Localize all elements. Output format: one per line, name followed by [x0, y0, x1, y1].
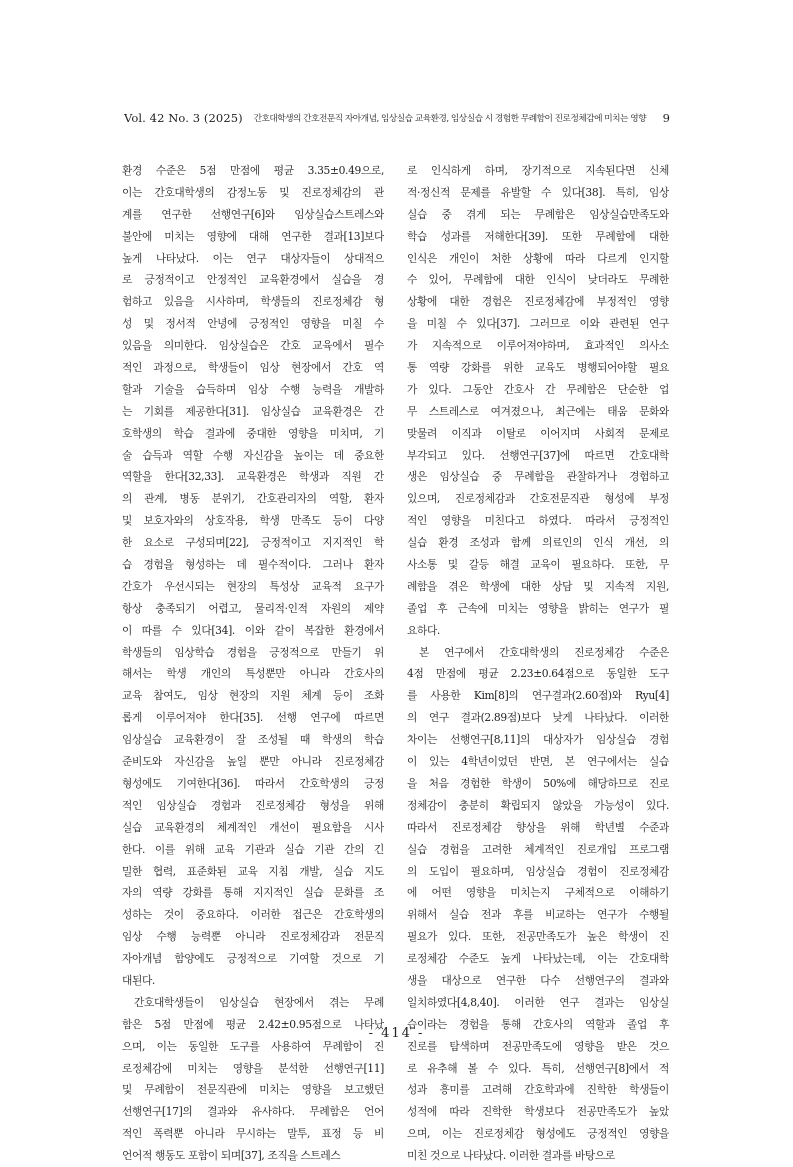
text-line: 준비도와 자신감을 높일 뿐만 아니라 진로정체감	[122, 755, 384, 769]
text-line: 롭게 이루어져야 한다[35]. 선행 연구에 따르면	[122, 711, 384, 725]
text-line: 높게 나타났다. 이는 연구 대상자들이 상대적으	[122, 251, 384, 265]
text-line: 자아개념 함양에도 긍정적으로 기여할 것으로 기	[122, 952, 384, 966]
text-line: 정체감이 충분히 확립되지 않았을 가능성이 있다.	[407, 798, 669, 812]
text-line: 습 경험을 형성하는 데 필수적이다. 그러나 환자	[122, 558, 384, 572]
text-line: 실습 환경 조성과 함께 의료인의 인식 개선, 의	[407, 536, 669, 550]
text-line: 및 보호자와의 상호작용, 학생 만족도 등이 다양	[122, 514, 384, 528]
text-line: 로 유추해 볼 수 있다. 특히, 선행연구[8]에서 적	[407, 1061, 669, 1075]
text-line: 일치하였다[4,8,40]. 이러한 연구 결과는 임상실	[407, 995, 669, 1009]
text-line: 성과 흥미를 고려해 간호학과에 진학한 학생들이	[407, 1083, 669, 1097]
page-footer-number: - 414 -	[368, 1026, 425, 1041]
text-line: 성 및 정서적 안녕에 긍정적인 영향을 미칠 수	[122, 317, 384, 331]
text-line: 대된다.	[122, 973, 155, 987]
text-line: 교육 참여도, 임상 현장의 지원 체계 등이 조화	[122, 689, 384, 703]
left-text-column	[122, 160, 384, 1167]
text-line: 성하는 것이 중요하다. 이러한 접근은 간호학생의	[122, 908, 384, 922]
text-line: 환경 수준은 5점 만점에 평균 3.35±0.49으로,	[122, 164, 384, 177]
text-line: 간호가 우선시되는 현장의 특성상 교육적 요구가	[122, 579, 384, 593]
text-line: 간호대학생들이 임상실습 현장에서 겪는 무례	[134, 995, 384, 1009]
text-line: 학습 성과를 저해한다[39]. 또한 무례함에 대한	[407, 229, 669, 243]
text-line: 의 도입이 필요하며, 임상실습 경험이 진로정체감	[407, 864, 669, 878]
text-line: 을 미칠 수 있다[37]. 그러므로 이와 관련된 연구	[407, 317, 669, 331]
text-line: 로 긍정적이고 안정적인 교육환경에서 실습을 경	[122, 273, 384, 287]
text-line: 할과 기술을 습득하며 임상 수행 능력을 개발하	[122, 382, 384, 396]
text-line: 의 연구 결과(2.89점)보다 낮게 나타났다. 이러한	[407, 711, 669, 725]
text-line: 험하고 있음을 시사하며, 학생들의 진로정체감 형	[122, 295, 384, 309]
text-line: 적인 과정으로, 학생들이 임상 현장에서 간호 역	[122, 361, 384, 375]
text-line: 부각되고 있다. 선행연구[37]에 따르면 간호대학	[407, 448, 669, 462]
text-line: 통 역량 강화를 위한 교육도 병행되어야할 필요	[407, 361, 669, 375]
text-line: 술 습득과 역할 수행 자신감을 높이는 데 중요한	[122, 448, 384, 462]
text-line: 및 무례함이 전문직관에 미치는 영향을 보고했던	[122, 1083, 384, 1097]
text-line: 졸업 후 근속에 미치는 영향을 밝히는 연구가 필	[407, 601, 669, 615]
text-line: 적인 영향을 미친다고 하였다. 따라서 긍정적인	[407, 514, 669, 528]
text-line: 있으며, 진로정체감과 간호전문직관 형성에 부정	[407, 492, 669, 506]
text-line: 실습 경험을 고려한 체계적인 진로개입 프로그램	[407, 842, 669, 856]
text-line: 을 처음 경험한 학생이 50%에 해당하므로 진로	[407, 776, 669, 790]
text-line: 습이라는 경험을 통해 간호사의 역할과 졸업 후	[407, 1017, 669, 1031]
text-line: 적·정신적 문제를 유발할 수 있다[38]. 특히, 임상	[407, 185, 669, 199]
text-line: 진로를 탐색하며 전공만족도에 영향을 받은 것으	[407, 1039, 669, 1053]
text-line: 계를 연구한 선행연구[6]와 임상실습스트레스와	[122, 207, 384, 221]
text-line: 로 인식하게 하며, 장기적으로 지속된다면 신체	[407, 164, 669, 177]
text-line: 를 사용한 Kim[8]의 연구결과(2.60점)와 Ryu[4]	[407, 689, 669, 703]
text-line: 미친 것으로 나타났다. 이러한 결과를 바탕으로	[407, 1149, 615, 1163]
text-line: 으며, 이는 동일한 도구를 사용하여 무례함이 진	[122, 1039, 384, 1053]
text-line: 이는 간호대학생의 감정노동 및 진로정체감의 관	[122, 185, 384, 199]
text-line: 한다. 이를 위해 교육 기관과 실습 기관 간의 긴	[122, 842, 384, 856]
text-line: 가 지속적으로 이루어져야하며, 효과적인 의사소	[407, 339, 669, 353]
text-line: 가 있다. 그동안 간호사 간 무례함은 단순한 업	[407, 382, 669, 396]
running-header	[124, 111, 670, 129]
text-line: 있음을 의미한다. 임상실습은 간호 교육에서 필수	[122, 339, 384, 353]
running-title: 간호대학생의 간호전문직 자아개념, 임상실습 교육환경, 임상실습 시 경험한 무례함이 진로정체감에 미치는 영향	[253, 114, 646, 124]
text-line: 실습 교육환경의 체계적인 개선이 필요함을 시사	[122, 820, 384, 834]
text-line: 함은 5점 만점에 평균 2.42±0.95점으로 나타났	[122, 1017, 384, 1031]
text-line: 임상 수행 능력뿐 아니라 진로정체감과 전문직	[122, 930, 384, 944]
text-line: 언어적 행동도 포함이 되며[37], 조직을 스트레스	[122, 1149, 341, 1163]
text-line: 에 어떤 영향을 미치는지 구체적으로 이해하기	[407, 886, 669, 900]
text-line: 성적에 따라 진학한 학생보다 전공만족도가 높았	[407, 1105, 669, 1119]
text-line: 로정체감에 미치는 영향을 분석한 선행연구[11]	[122, 1061, 384, 1075]
text-line: 필요가 있다. 또한, 전공만족도가 높은 학생이 진	[407, 930, 669, 944]
text-line: 해서는 학생 개인의 특성뿐만 아니라 간호사의	[122, 667, 384, 681]
text-line: 맞물려 이직과 이탈로 이어지며 사회적 문제로	[407, 426, 669, 440]
text-line: 학생들의 임상학습 경험을 긍정적으로 만들기 위	[122, 645, 384, 659]
text-line: 의 관계, 병동 분위기, 간호관리자의 역할, 환자	[122, 492, 384, 506]
journal-volume: Vol. 42 No. 3 (2025)	[124, 111, 243, 125]
right-text-column	[407, 160, 669, 1167]
text-line: 이 있는 4학년이었던 반면, 본 연구에서는 실습	[407, 755, 669, 769]
text-line: 차이는 선행연구[8,11]의 대상자가 임상실습 경험	[407, 733, 669, 747]
text-line: 밀한 협력, 표준화된 교육 지침 개발, 실습 지도	[122, 864, 384, 878]
text-line: 자의 역량 강화를 통해 지지적인 실습 문화를 조	[122, 886, 384, 900]
text-line: 수 있어, 무례함에 대한 인식이 낮더라도 무례한	[407, 273, 669, 287]
text-line: 는 기회를 제공한다[31]. 임상실습 교육환경은 간	[122, 404, 384, 418]
text-line: 불안에 미치는 영향에 대해 연구한 결과[13]보다	[122, 229, 384, 243]
text-line: 생을 대상으로 연구한 다수 선행연구의 결과와	[407, 973, 669, 987]
text-line: 따라서 진로정체감 향상을 위해 학년별 수준과	[407, 820, 669, 834]
text-line: 본 연구에서 간호대학생의 진로정체감 수준은	[419, 645, 669, 659]
text-line: 실습 중 겪게 되는 무례함은 임상실습만족도와	[407, 207, 669, 221]
text-line: 임상실습 교육환경이 잘 조성될 때 학생의 학습	[122, 733, 384, 747]
text-line: 인식은 개인이 처한 상황에 따라 다르게 인지할	[407, 251, 669, 265]
text-line: 생은 임상실습 중 무례함을 관찰하거나 경험하고	[407, 470, 669, 484]
text-line: 선행연구[17]의 결과와 유사하다. 무례함은 언어	[122, 1105, 384, 1119]
text-line: 호학생의 학습 결과에 중대한 영향을 미치며, 기	[122, 426, 384, 440]
header-page-number: 9	[662, 111, 670, 125]
text-line: 사소통 및 갈등 해결 교육이 필요하다. 또한, 무	[407, 558, 669, 572]
text-line: 으며, 이는 진로정체감 형성에도 긍정적인 영향을	[407, 1127, 669, 1141]
text-line: 역할을 한다[32,33]. 교육환경은 학생과 직원 간	[122, 470, 384, 484]
text-line: 요하다.	[407, 623, 440, 637]
text-line: 로정체감 수준도 높게 나타났는데, 이는 간호대학	[407, 952, 669, 966]
text-line: 상황에 대한 경험은 진로정체감에 부정적인 영향	[407, 295, 669, 309]
text-line: 항상 충족되기 어렵고, 물리적·인적 자원의 제약	[122, 601, 384, 615]
text-line: 형성에도 기여한다[36]. 따라서 간호학생의 긍정	[122, 776, 384, 790]
text-line: 적인 임상실습 경험과 진로정체감 형성을 위해	[122, 798, 384, 812]
text-line: 례함을 겪은 학생에 대한 상담 및 지속적 지원,	[407, 579, 669, 593]
text-line: 4점 만점에 평균 2.23±0.64점으로 동일한 도구	[407, 667, 669, 681]
text-line: 무 스트레스로 여겨졌으나, 최근에는 태움 문화와	[407, 404, 669, 418]
text-line: 한 요소로 구성되며[22], 긍정적이고 지지적인 학	[122, 536, 384, 550]
text-line: 이 따를 수 있다[34]. 이와 같이 복잡한 환경에서	[122, 623, 384, 637]
text-line: 적인 폭력뿐 아니라 무시하는 말투, 표정 등 비	[122, 1127, 384, 1141]
text-line: 위해서 실습 전과 후를 비교하는 연구가 수행될	[407, 908, 669, 922]
